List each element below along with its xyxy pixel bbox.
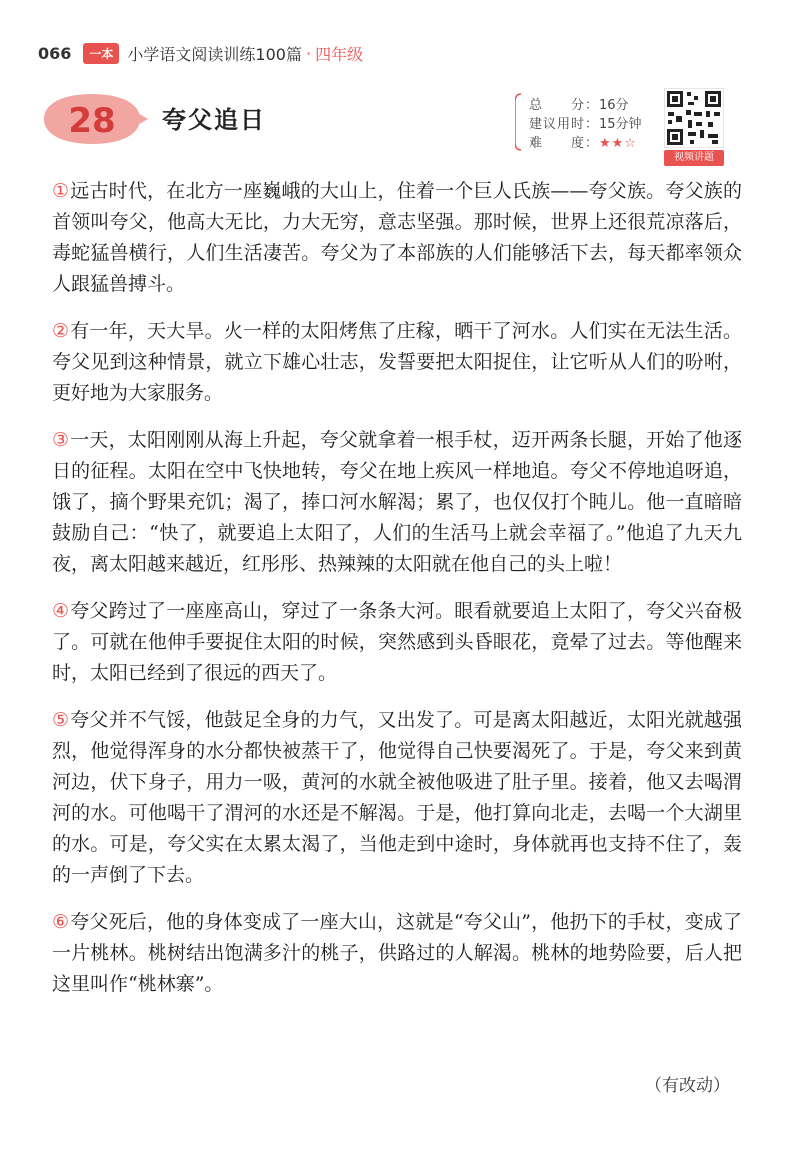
page-header [38,40,363,66]
paragraph-number: ⑤ [52,709,70,731]
paragraph-text: 远古时代，在北方一座巍峨的大山上，住着一个巨人氏族——夸父族。夸父族的首领叫夸父，他高大无比，力大无穷，意志坚强。那时候，世界上还很荒凉落后，毒蛇猛兽横行，人们生活凄苦。夸父为了本部族的人们能够活下去，每天都率领众人跟猛兽搏斗。 [52,180,742,295]
paragraph-text: 有一年，天大旱。火一样的太阳烤焦了庄稼，晒干了河水。人们实在无法生活。夸父见到这种情景，就立下雄心壮志，发誓要把太阳捉住，让它听从人们的吩咐，更好地为大家服务。 [52,320,742,404]
paragraph-4 [52,596,742,689]
series-badge: 一本 [83,43,119,64]
lesson-number: 28 [68,101,116,141]
paragraph-number: ④ [52,600,70,622]
book-title: 小学语文阅读训练100篇 [127,44,302,64]
total-score-row [529,94,629,113]
paragraph-text: 夸父死后，他的身体变成了一座大山，这就是“夸父山”，他扔下的手杖，变成了一片桃林。桃树结出饱满多汁的桃子，供路过的人解渴。桃林的地势险要，后人把这里叫作“桃林寨”。 [52,911,742,995]
paragraph-1 [52,176,742,300]
lesson-title: 夸父追日 [162,106,266,134]
paragraph-2 [52,316,742,409]
paragraph-number: ⑥ [52,911,70,933]
paragraph-5 [52,705,742,891]
article-body [52,176,742,1016]
paragraph-text: 夸父跨过了一座座高山，穿过了一条条大河。眼看就要追上太阳了，夸父兴奋极了。可就在他伸手要捉住太阳的时候，突然感到头昏眼花，竟晕了过去。等他醒来时，太阳已经到了很远的西天了。 [52,600,742,684]
difficulty-row [529,132,637,151]
paragraph-3 [52,425,742,580]
paragraph-text: 一天，太阳刚刚从海上升起，夸父就拿着一根手杖，迈开两条长腿，开始了他逐日的征程。太阳在空中飞快地转，夸父在地上疾风一样地追。夸父不停地追呀追，饿了，摘个野果充饥；渴了，捧口河水解渴；累了，也仅仅打个盹儿。他一直暗暗鼓励自己：“快了，就要追上太阳了，人们的生活马上就会幸福了。”他追了九天九夜，离太阳越来越近，红彤彤、热辣辣的太阳就在他自己的头上啦！ [52,429,742,575]
qr-code-icon[interactable] [664,88,724,148]
adaptation-note: （有改动） [645,1076,730,1096]
total-score-value: 16分 [599,98,629,113]
lesson-number-badge [36,92,148,146]
paragraph-number: ③ [52,429,70,451]
paragraph-number: ① [52,180,70,202]
exercise-info [515,92,655,152]
difficulty-label: 难 度： [529,136,600,151]
suggested-time-label: 建议用时： [529,117,600,132]
paragraph-text: 夸父并不气馁，他鼓足全身的力气，又出发了。可是离太阳越近，太阳光就越强烈，他觉得浑身的水分都快被蒸干了，他觉得自己快要渴死了。于是，夸父来到黄河边，伏下身子，用力一吸，黄河的水就全被他吸进了肚子里。接着，他又去喝渭河的水。可他喝干了渭河的水还是不解渴。于是，他打算向北走，去喝一个大湖里的水。可是，夸父实在太累太渴了，当他走到中途时，身体就再也支持不住了，轰的一声倒了下去。 [52,709,742,886]
total-score-label: 总 分： [529,98,600,113]
suggested-time-row [529,113,642,132]
paragraph-number: ② [52,320,70,342]
page-number: 066 [38,43,72,63]
bracket-decoration [515,92,523,152]
title-separator: · [305,43,312,63]
video-explanation-label[interactable]: 视频讲题 [664,150,724,166]
paragraph-6 [52,907,742,1000]
grade-label: 四年级 [315,44,364,64]
suggested-time-value: 15分钟 [599,117,642,132]
difficulty-stars: ★★☆ [599,136,637,151]
